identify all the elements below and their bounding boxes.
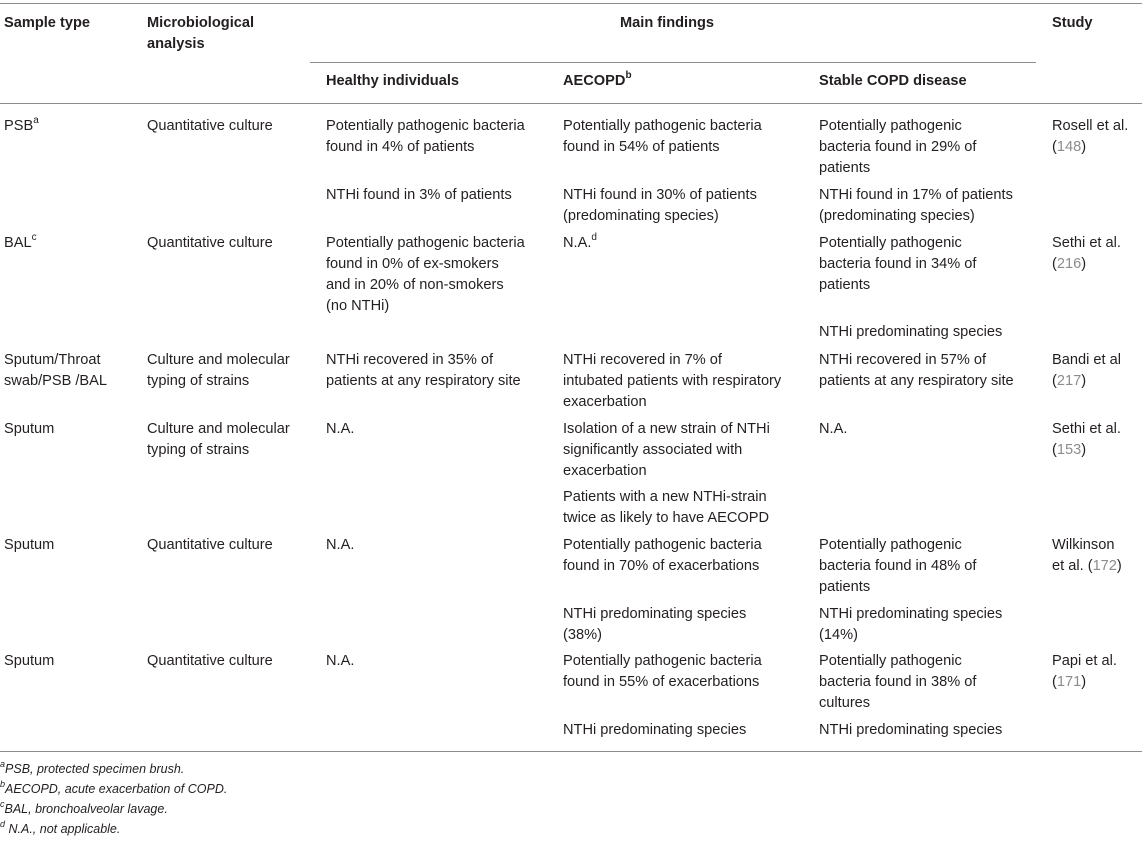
row-bal-sample: BAL$^c$	[4, 232, 37, 251]
row-psb-sample: PSB$^a$	[4, 115, 39, 134]
footnote-d: $^d$ N.A., not applicable.	[0, 818, 121, 836]
footnote-c: $^c$BAL, bronchoalveolar lavage.	[0, 798, 168, 816]
row-wilkinson-aecopd-1: Potentially pathogenic bacteria	[563, 537, 762, 553]
row-bandi-sample-2: swab/PSB /BAL	[4, 373, 108, 389]
col-header-main-findings: Main findings	[620, 15, 715, 31]
col-header-micro-2: analysis	[147, 36, 205, 52]
row-bandi-study-1: Bandi et al	[1052, 352, 1121, 368]
row-bandi-study-ref[interactable]: (217)	[1052, 373, 1087, 389]
row-papi-aecopd-1: Potentially pathogenic bacteria	[563, 653, 762, 669]
col-header-micro-1: Microbiological	[147, 15, 255, 31]
aecopd-sup: b	[625, 70, 632, 82]
row-papi-study-ref[interactable]: (171)	[1052, 674, 1087, 690]
row-bandi-healthy-2: patients at any respiratory site	[326, 373, 521, 389]
row-sethi2-aecopd-2: significantly associated with	[563, 442, 743, 458]
row-sethi2-stable: N.A.	[819, 421, 848, 437]
table-top-rule	[0, 3, 1142, 4]
row-bal-healthy-4: (no NTHi)	[326, 298, 390, 314]
row-psb-healthy2-1: NTHi found in 3% of patients	[326, 187, 512, 203]
row-wilkinson-aecopd2-2: (38%)	[563, 627, 602, 643]
row-psb-stable-3: patients	[819, 160, 871, 176]
row-bandi-aecopd-3: exacerbation	[563, 394, 647, 410]
row-wilkinson-analysis: Quantitative culture	[147, 537, 273, 553]
row-psb-stable-1: Potentially pathogenic	[819, 118, 962, 134]
row-bandi-sample-1: Sputum/Throat	[4, 352, 101, 368]
row-bandi-analysis-1: Culture and molecular	[147, 352, 290, 368]
row-bal-analysis: Quantitative culture	[147, 235, 273, 251]
row-bal-stable-2: bacteria found in 34% of	[819, 256, 977, 272]
row-wilkinson-healthy: N.A.	[326, 537, 355, 553]
row-sethi2-analysis-1: Culture and molecular	[147, 421, 290, 437]
row-psb-healthy-2: found in 4% of patients	[326, 139, 475, 155]
row-papi-aecopd-2: found in 55% of exacerbations	[563, 674, 760, 690]
row-sethi2-study-ref[interactable]: (153)	[1052, 442, 1087, 458]
col-header-aecopd: AECOPD$^b$	[563, 70, 632, 89]
row-bal-healthy-2: found in 0% of ex-smokers	[326, 256, 499, 272]
row-bal-study-ref[interactable]: (216)	[1052, 256, 1087, 272]
row-wilkinson-stable-2: bacteria found in 48% of	[819, 558, 977, 574]
row-bandi-stable-2: patients at any respiratory site	[819, 373, 1014, 389]
row-bal-healthy-3: and in 20% of non-smokers	[326, 277, 504, 293]
row-wilkinson-study-ref[interactable]: et al. (172)	[1052, 558, 1122, 574]
row-psb-aecopd-1: Potentially pathogenic bacteria	[563, 118, 762, 134]
row-sethi2-healthy: N.A.	[326, 421, 355, 437]
row-sethi2-aecopd2-2: twice as likely to have AECOPD	[563, 510, 770, 526]
row-papi-healthy: N.A.	[326, 653, 355, 669]
footnote-b: $^b$AECOPD, acute exacerbation of COPD.	[0, 778, 228, 796]
row-psb-aecopd2-2: (predominating species)	[563, 208, 719, 224]
row-psb-aecopd-2: found in 54% of patients	[563, 139, 720, 155]
row-wilkinson-aecopd-2: found in 70% of exacerbations	[563, 558, 760, 574]
row-wilkinson-stable2-2: (14%)	[819, 627, 858, 643]
row-bandi-healthy-1: NTHi recovered in 35% of	[326, 352, 494, 368]
row-wilkinson-stable2-1: NTHi predominating species	[819, 606, 1003, 622]
row-papi-stable-1: Potentially pathogenic	[819, 653, 962, 669]
row-bandi-aecopd-2: intubated patients with respiratory	[563, 373, 782, 389]
row-papi-stable2-1: NTHi predominating species	[819, 722, 1003, 738]
col-header-stable: Stable COPD disease	[819, 73, 967, 89]
row-sethi2-analysis-2: typing of strains	[147, 442, 250, 458]
row-papi-sample: Sputum	[4, 653, 55, 669]
table-bottom-rule	[0, 751, 1142, 752]
row-psb-study-ref[interactable]: (148)	[1052, 139, 1087, 155]
row-bandi-analysis-2: typing of strains	[147, 373, 250, 389]
row-bal-study-1: Sethi et al.	[1052, 235, 1121, 251]
row-sethi2-study-1: Sethi et al.	[1052, 421, 1121, 437]
row-wilkinson-aecopd2-1: NTHi predominating species	[563, 606, 747, 622]
row-papi-aecopd2-1: NTHi predominating species	[563, 722, 747, 738]
row-psb-stable-2: bacteria found in 29% of	[819, 139, 977, 155]
row-sethi2-aecopd-1: Isolation of a new strain of NTHi	[563, 421, 770, 437]
row-sethi2-aecopd2-1: Patients with a new NTHi-strain	[563, 489, 767, 505]
row-psb-aecopd2-1: NTHi found in 30% of patients	[563, 187, 757, 203]
row-wilkinson-study-1: Wilkinson	[1052, 537, 1115, 553]
row-bandi-aecopd-1: NTHi recovered in 7% of	[563, 352, 722, 368]
col-header-healthy: Healthy individuals	[326, 73, 459, 89]
col-header-sample-type: Sample type	[4, 15, 90, 31]
row-papi-stable-2: bacteria found in 38% of	[819, 674, 977, 690]
row-wilkinson-sample: Sputum	[4, 537, 55, 553]
header-bottom-rule	[0, 103, 1142, 104]
row-papi-stable-3: cultures	[819, 695, 871, 711]
row-bal-aecopd: N.A.$^d$	[563, 232, 597, 251]
row-papi-study-1: Papi et al.	[1052, 653, 1117, 669]
row-bal-stable2-1: NTHi predominating species	[819, 324, 1003, 340]
row-bal-healthy-1: Potentially pathogenic bacteria	[326, 235, 525, 251]
row-psb-stable2-2: (predominating species)	[819, 208, 975, 224]
row-wilkinson-stable-3: patients	[819, 579, 871, 595]
row-psb-stable2-1: NTHi found in 17% of patients	[819, 187, 1013, 203]
row-sethi2-sample: Sputum	[4, 421, 55, 437]
row-bandi-stable-1: NTHi recovered in 57% of	[819, 352, 987, 368]
row-wilkinson-stable-1: Potentially pathogenic	[819, 537, 962, 553]
col-header-study: Study	[1052, 15, 1093, 31]
row-psb-study-1: Rosell et al.	[1052, 118, 1129, 134]
main-findings-rule	[310, 62, 1036, 63]
row-bal-stable-1: Potentially pathogenic	[819, 235, 962, 251]
row-sethi2-aecopd-3: exacerbation	[563, 463, 647, 479]
row-psb-healthy-1: Potentially pathogenic bacteria	[326, 118, 525, 134]
row-papi-analysis: Quantitative culture	[147, 653, 273, 669]
footnote-a: $^a$PSB, protected specimen brush.	[0, 758, 185, 776]
row-psb-analysis: Quantitative culture	[147, 118, 273, 134]
row-bal-stable-3: patients	[819, 277, 871, 293]
